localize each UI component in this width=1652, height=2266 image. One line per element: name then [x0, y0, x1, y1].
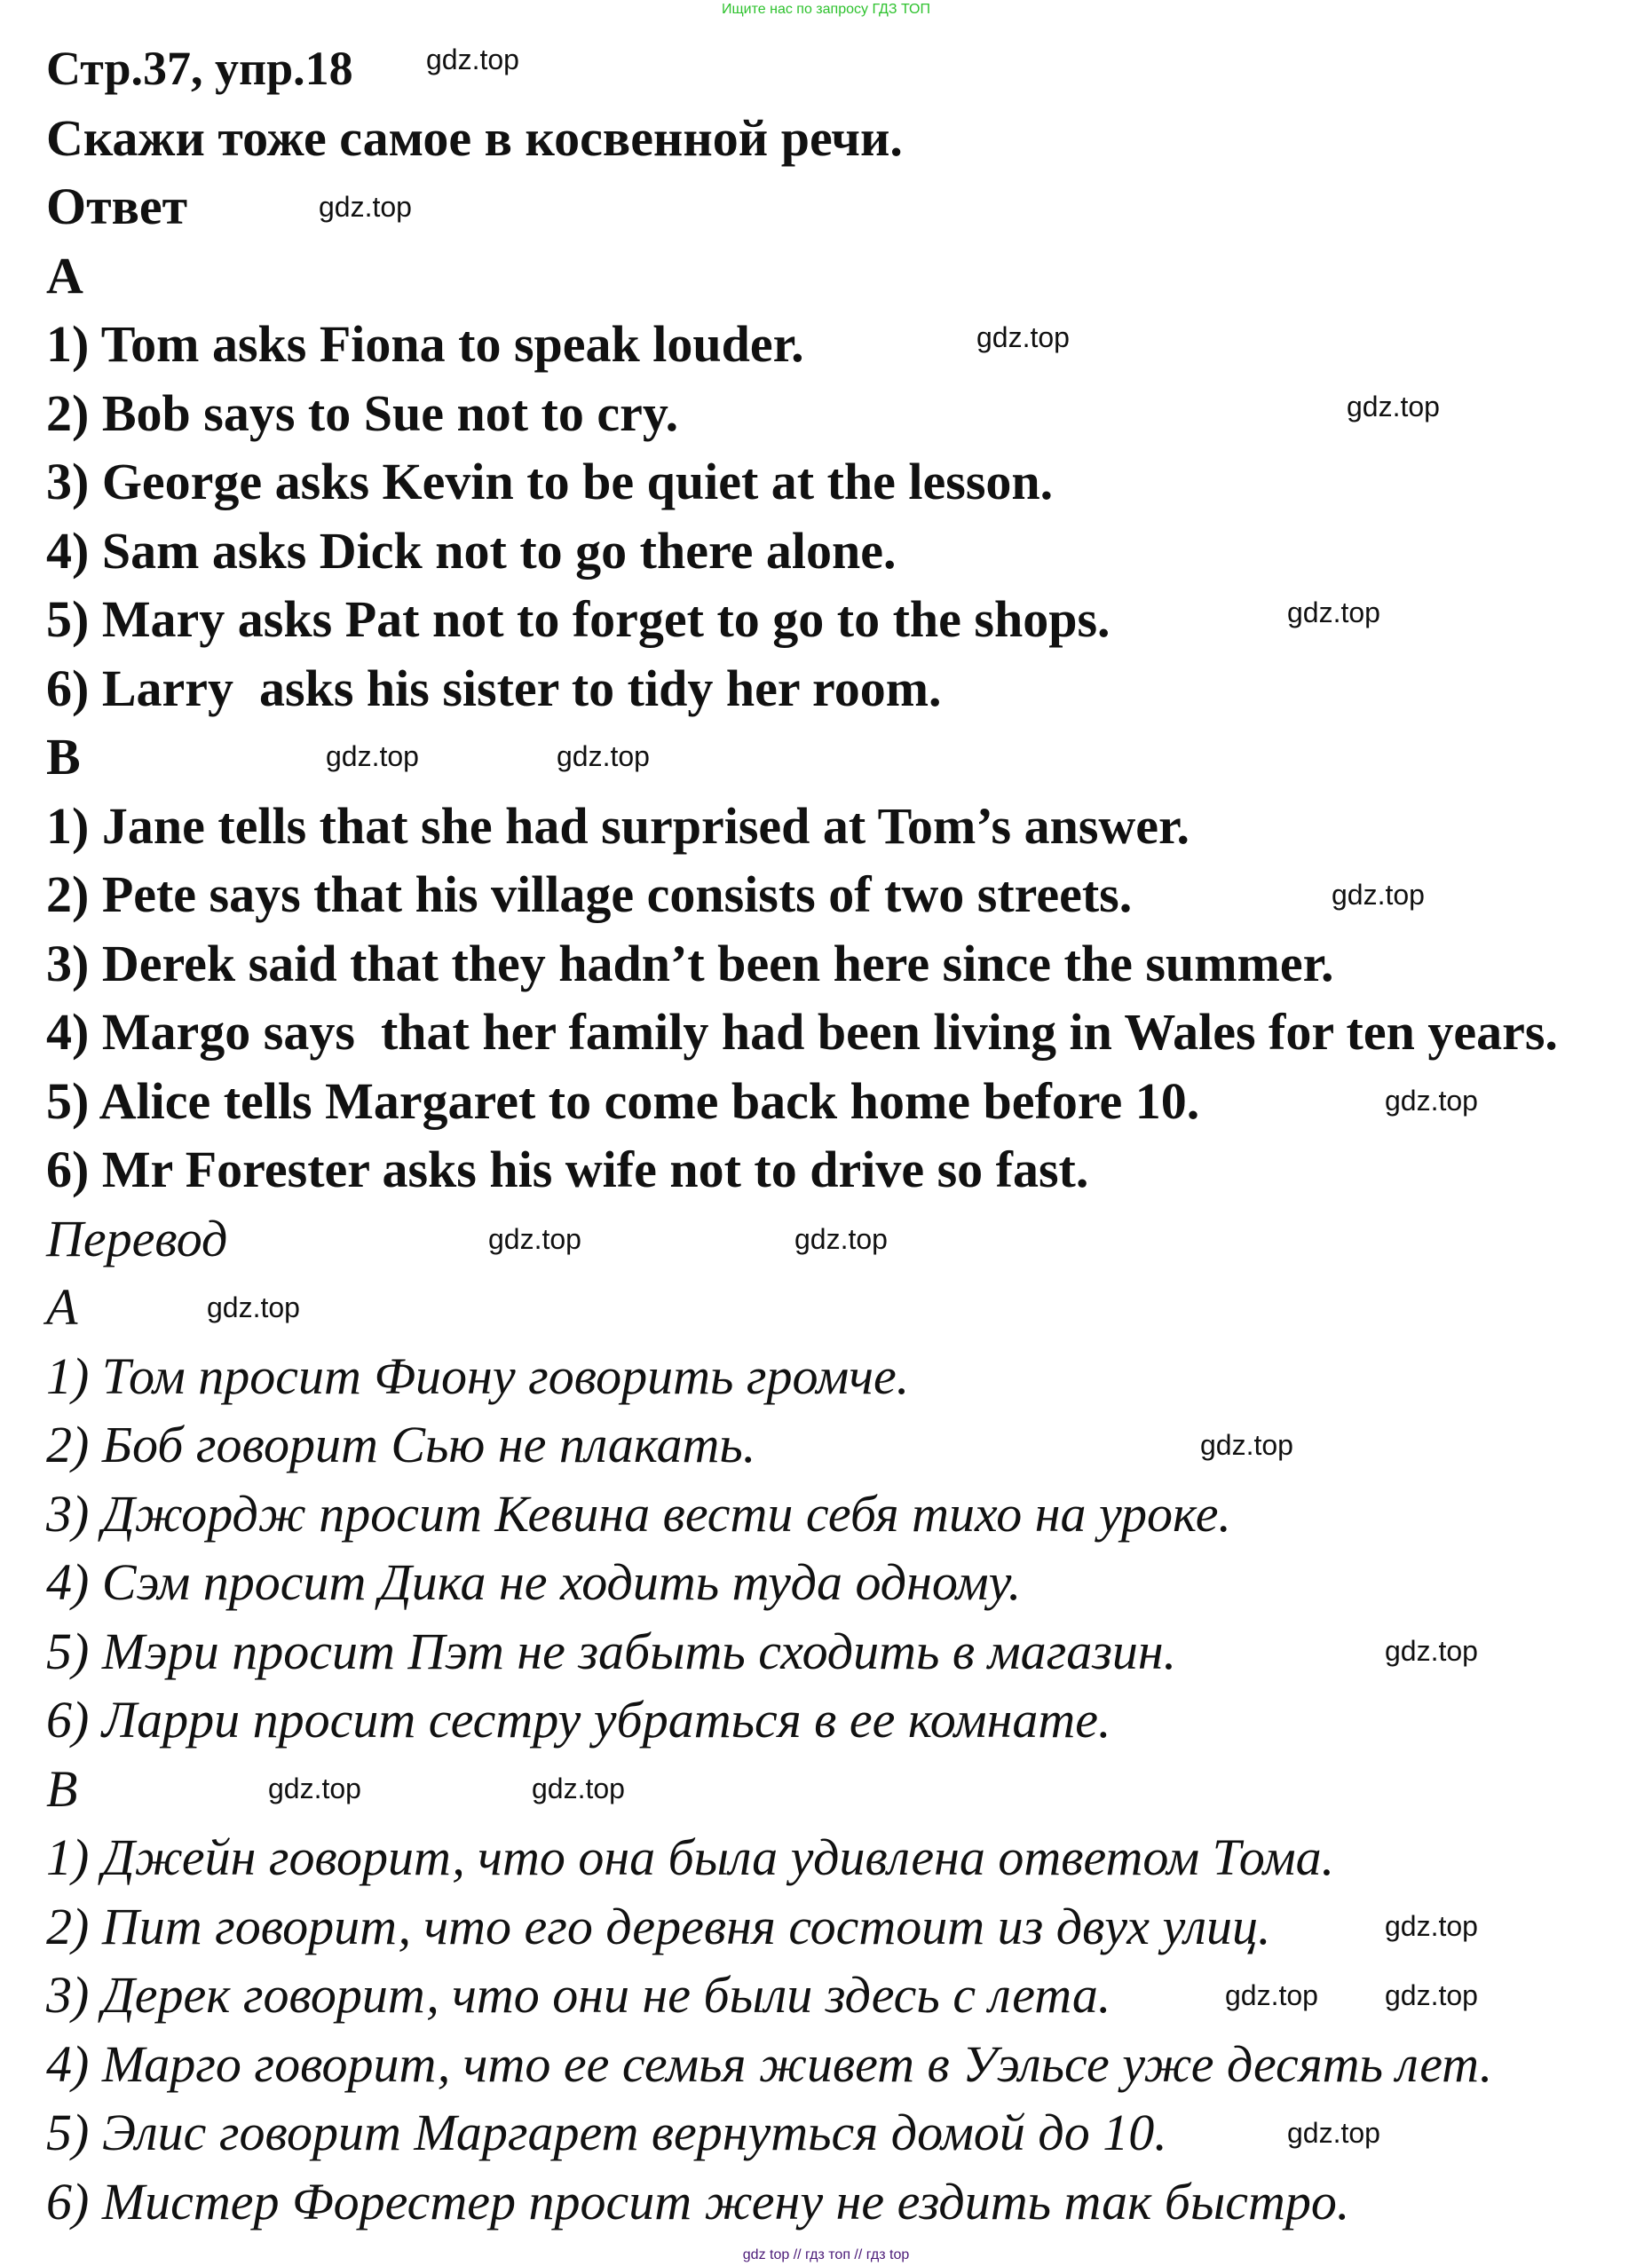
watermark: gdz.top — [1385, 1910, 1478, 1942]
answer-line: 1) Tom asks Fiona to speak louder. — [46, 315, 804, 373]
watermark: gdz.top — [1287, 596, 1380, 628]
watermark: gdz.top — [426, 43, 519, 75]
task-text: Скажи тоже самое в косвенной речи. — [46, 108, 903, 167]
page-title: Стр.37, упр.18 — [46, 42, 353, 95]
search-hint-banner: Ищите нас по запросу ГДЗ ТОП — [722, 2, 930, 17]
answer-line: 3) Derek said that they hadn’t been here since the summer. — [46, 934, 1334, 992]
answer-heading: Ответ — [46, 178, 188, 235]
translation-heading: Перевод — [46, 1209, 228, 1267]
translation-line: 4) Сэм просит Дика не ходить туда одному. — [46, 1553, 1022, 1611]
answer-line: 6) Larry asks his sister to tidy her room. — [46, 659, 942, 717]
watermark: gdz.top — [488, 1223, 581, 1255]
answer-line: 2) Bob says to Sue not to cry. — [46, 383, 679, 442]
translation-line: 5) Мэри просит Пэт не забыть сходить в магазин. — [46, 1622, 1177, 1680]
answer-line: 4) Margo says that her family had been living in Wales for ten years. — [46, 1003, 1558, 1061]
section-a-heading: A — [46, 246, 83, 304]
watermark: gdz.top — [976, 321, 1070, 353]
translation-line: 3) Джордж просит Кевина вести себя тихо на уроке. — [46, 1484, 1231, 1543]
exercise-content — [46, 35, 1558, 2236]
answer-line: 1) Jane tells that she had surprised at Tom’s answer. — [46, 796, 1190, 855]
answer-line: 4) Sam asks Dick not to go there alone. — [46, 521, 897, 580]
translation-line: 1) Джейн говорит, что она была удивлена ответом Тома. — [46, 1828, 1335, 1886]
watermark: gdz.top — [532, 1773, 625, 1804]
watermark: gdz.top — [1385, 1085, 1478, 1117]
translation-line: 2) Пит говорит, что его деревня состоит из двух улиц. — [46, 1897, 1271, 1955]
translation-line: 1) Том просит Фиону говорить громче. — [46, 1346, 910, 1405]
answer-line: 5) Alice tells Margaret to come back home before 10. — [46, 1071, 1200, 1130]
translation-line: 2) Боб говорит Сью не плакать. — [46, 1416, 756, 1473]
translation-line: 3) Дерек говорит, что они не были здесь с лета. — [46, 1966, 1111, 2024]
watermark: gdz.top — [326, 740, 419, 772]
watermark: gdz.top — [1287, 2117, 1380, 2149]
watermark: gdz.top — [794, 1223, 888, 1255]
watermark: gdz.top — [1385, 1979, 1478, 2011]
translation-line: 4) Марго говорит, что ее семья живет в Уэльсе уже десять лет. — [46, 2034, 1493, 2093]
watermark: gdz.top — [1332, 879, 1425, 911]
watermark: gdz.top — [1385, 1635, 1478, 1667]
footer-note: gdz top // гдз топ // гдз top — [742, 2247, 910, 2262]
answer-line: 6) Mr Forester asks his wife not to drive so fast. — [46, 1141, 1089, 1198]
watermark: gdz.top — [1200, 1429, 1293, 1461]
answer-line: 5) Mary asks Pat not to forget to go to the shops. — [46, 590, 1111, 648]
translation-line: 6) Ларри просит сестру убраться в ее комнате. — [46, 1691, 1111, 1749]
watermark: gdz.top — [319, 191, 412, 223]
answer-line: 2) Pete says that his village consists of two streets. — [46, 865, 1133, 923]
section-b-heading: B — [46, 728, 81, 786]
translation-a-heading: A — [46, 1278, 78, 1336]
watermark: gdz.top — [557, 740, 650, 772]
answer-line: 3) George asks Kevin to be quiet at the lesson. — [46, 453, 1054, 510]
watermark: gdz.top — [1347, 391, 1440, 422]
watermark: gdz.top — [268, 1773, 361, 1804]
watermark: gdz.top — [207, 1291, 300, 1323]
translation-line: 6) Мистер Форестер просит жену не ездить так быстро. — [46, 2172, 1350, 2230]
translation-b-heading: B — [46, 1759, 78, 1818]
watermark: gdz.top — [1225, 1979, 1318, 2011]
translation-line: 5) Элис говорит Маргарет вернуться домой до 10. — [46, 2104, 1167, 2161]
